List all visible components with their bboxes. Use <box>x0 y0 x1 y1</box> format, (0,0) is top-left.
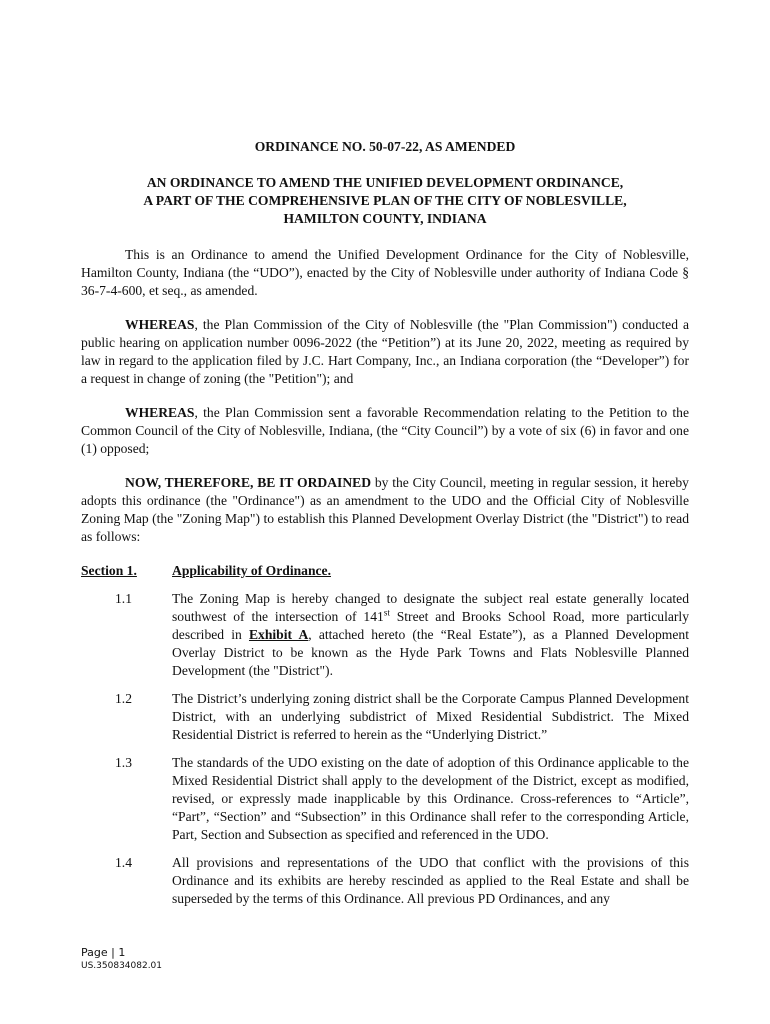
subtitle-line: A PART OF THE COMPREHENSIVE PLAN OF THE CITY OF NOBLESVILLE, <box>143 193 627 208</box>
item-number: 1.2 <box>115 691 132 706</box>
whereas-lead: WHEREAS <box>125 317 195 332</box>
item-number: 1.4 <box>115 855 132 870</box>
subtitle-line: AN ORDINANCE TO AMEND THE UNIFIED DEVELOPMENT ORDINANCE, <box>146 175 624 190</box>
section-item-1-1 <box>81 590 689 680</box>
whereas-text: , the Plan Commission of the City of Noblesville (the "Plan Commission") conducted a public hearing on application number 0096-2022 (the “Petition”) at its June 20, 2022, meeting as required by law in regard to the application filed by J.C. Hart Company, Inc., an Indiana corporation (the “Developer”) for a request in change of zoning (the "Petition"); and <box>81 317 689 386</box>
item-text-part: Street and Brooks School Road, more particularly described in <box>172 609 689 642</box>
item-text: The standards of the UDO existing on the date of adoption of this Ordinance applicable to the Mixed Residential District shall apply to the development of the District, except as modified, revised, or expressly made inapplicable by this Ordinance. Cross-references to “Article”, “Part”, “Section” and “Subsection” in this Ordinance shall refer to the corresponding Article, Part, Section and Subsection as specified and referenced in the UDO. <box>172 755 689 842</box>
page-footer <box>81 946 162 972</box>
item-text: The District’s underlying zoning district shall be the Corporate Campus Planned Development District, with an underlying subdistrict of Mixed Residential Subdistrict. The Mixed Residential District is referred to herein as the “Underlying District.” <box>172 691 689 742</box>
ordinance-title: ORDINANCE NO. 50-07-22, AS AMENDED <box>254 139 516 154</box>
whereas-paragraph-1 <box>81 316 689 388</box>
document-body <box>81 138 689 918</box>
whereas-lead: WHEREAS <box>125 405 195 420</box>
section-item-1-4 <box>81 854 689 908</box>
item-number: 1.3 <box>115 755 132 770</box>
exhibit-reference: Exhibit A <box>248 627 309 642</box>
subtitle-line: HAMILTON COUNTY, INDIANA <box>283 211 487 226</box>
ordained-text: by the City Council, meeting in regular session, it hereby adopts this ordinance (the "Ordinance") as an amendment to the UDO and the Official City of Noblesville Zoning Map (the "Zoning Map") to establish this Planned Development Overlay District (the "District") to read as follows: <box>81 475 689 544</box>
item-number: 1.1 <box>115 591 132 606</box>
section-item-1-3 <box>81 754 689 844</box>
item-text-part: The Zoning Map is hereby changed to designate the subject real estate generally located southwest of the intersection of 141 <box>172 591 689 624</box>
item-text-part: , attached hereto (the “Real Estate”), as a Planned Development Overlay District to be known as the Hyde Park Towns and Flats Noblesville Planned Development (the "District"). <box>172 627 689 678</box>
item-text: All provisions and representations of the UDO that conflict with the provisions of this Ordinance and its exhibits are hereby rescinded as applied to the Real Estate and shall be superseded by the terms of this Ordinance. All previous PD Ordinances, and any <box>172 855 689 906</box>
whereas-text: , the Plan Commission sent a favorable Recommendation relating to the Petition to the Common Council of the City of Noblesville, Indiana, (the “City Council”) by a vote of six (6) in favor and one (1) opposed; <box>81 405 689 456</box>
section-title: Applicability of Ordinance. <box>172 563 331 578</box>
intro-paragraph: This is an Ordinance to amend the Unified Development Ordinance for the City of Noblesville, Hamilton County, Indiana (the “UDO”), enacted by the City of Noblesville under authority of Indiana Code § 36-7-4-600, et seq., as amended. <box>81 247 689 298</box>
document-id: US.350834082.01 <box>81 961 163 971</box>
item-text <box>172 590 689 680</box>
page-number: Page | 1 <box>81 946 126 959</box>
section-1-heading <box>81 562 689 580</box>
whereas-paragraph-2 <box>81 404 689 458</box>
ordinance-subtitle <box>81 174 689 228</box>
ordained-paragraph <box>81 474 689 546</box>
section-item-1-2 <box>81 690 689 744</box>
section-number: Section 1. <box>81 563 137 578</box>
ordained-lead: NOW, THEREFORE, BE IT ORDAINED <box>125 475 372 490</box>
ordinal-suffix: st <box>383 607 390 618</box>
